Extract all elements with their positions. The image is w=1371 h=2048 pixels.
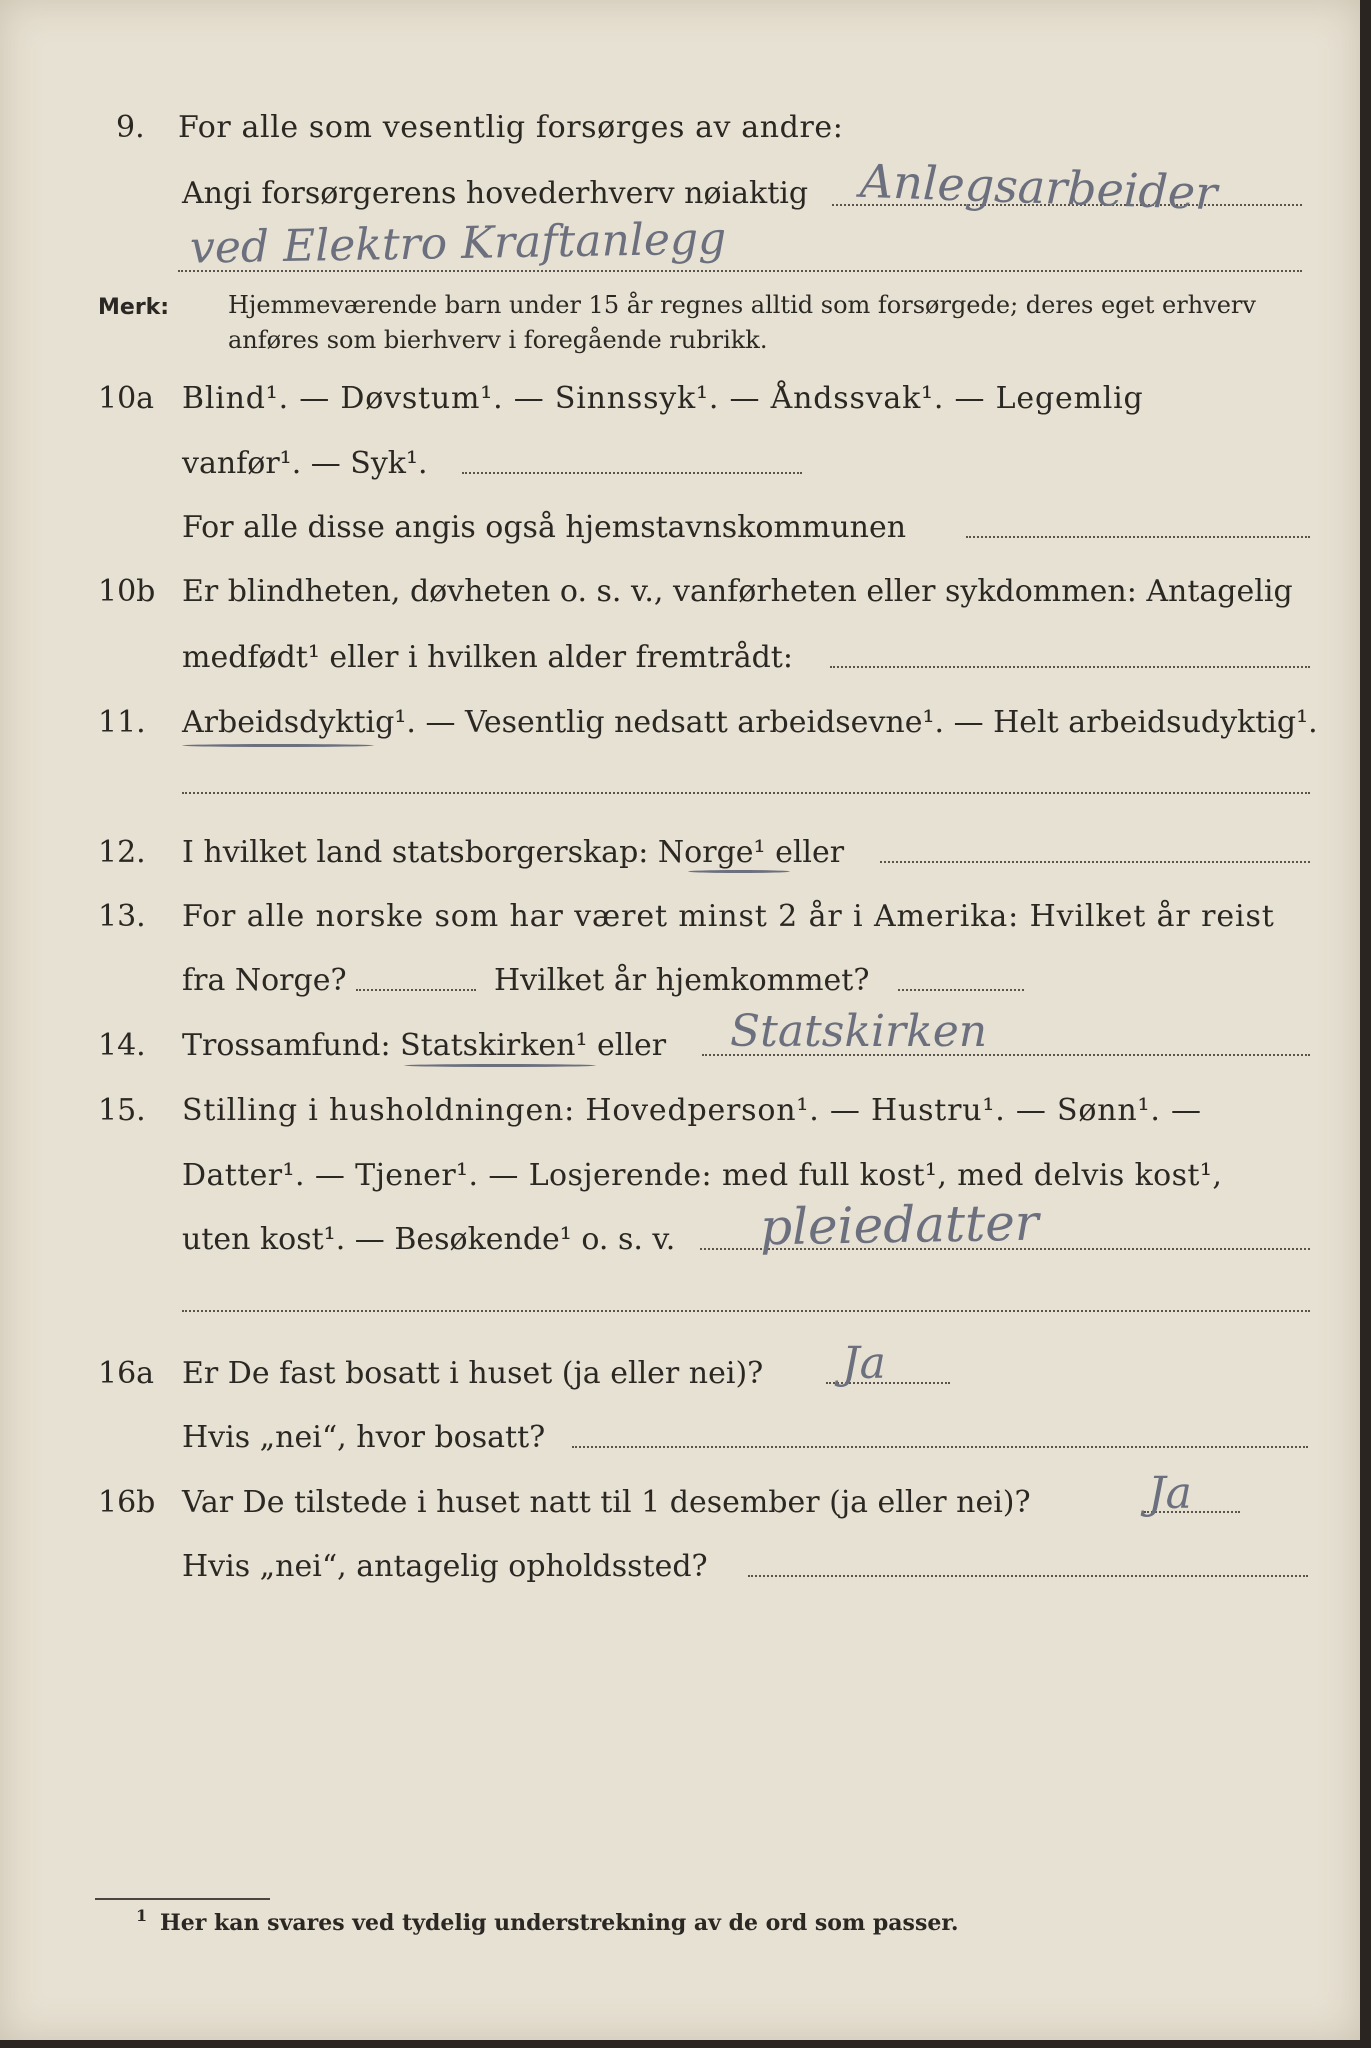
q11-line1: Arbeidsdyktig¹. — Vesentlig nedsatt arbeidsevne¹. — Helt arbeidsudyktig¹.: [182, 705, 1318, 740]
q10a-answer-line: [462, 472, 802, 474]
q9-question-line1: For alle som vesentlig forsørges av andre:: [178, 110, 844, 145]
q9-handwritten-answer-1: Anlegsarbeider: [859, 153, 1219, 221]
q12-line1: I hvilket land statsborgerskap: Norge¹ eller: [182, 835, 845, 870]
footnote-text: Her kan svares ved tydelig understrekning av de ord som passer.: [160, 1910, 959, 1936]
q15-answer-line-2: [182, 1310, 1310, 1312]
q16b-handwritten-answer: Ja: [1148, 1468, 1192, 1519]
q16b-line1: Var De tilstede i huset natt til 1 desember (ja eller nei)?: [182, 1485, 1031, 1520]
q12-pencil-underline: [688, 870, 790, 873]
q15-handwritten-answer: pleiedatter: [759, 1193, 1040, 1257]
q12-number: 12.: [98, 835, 146, 870]
q13-return-year-line: [898, 989, 1024, 991]
q16a-address-line: [572, 1446, 1308, 1448]
q15-number: 15.: [98, 1093, 146, 1128]
q13-departure-year-line: [356, 989, 476, 991]
q14-pencil-underline: [404, 1064, 596, 1067]
q14-line1: Trossamfund: Statskirken¹ eller: [182, 1028, 667, 1063]
q10a-line2: vanfør¹. — Syk¹.: [182, 446, 428, 481]
merk-label: Merk:: [98, 295, 170, 320]
q16b-line2: Hvis „nei“, antagelig opholdssted?: [182, 1549, 708, 1584]
q10a-line1: Blind¹. — Døvstum¹. — Sinnssyk¹. — Åndssvak¹. — Legemlig: [182, 381, 1144, 416]
q13-line2a: fra Norge?: [182, 963, 347, 998]
q11-answer-line: [182, 792, 1310, 794]
q9-number: 9.: [116, 110, 145, 145]
q16b-location-line: [748, 1575, 1308, 1577]
q11-pencil-underline: [182, 744, 374, 747]
q10a-line3: For alle disse angis også hjemstavnskommunen: [182, 510, 907, 545]
q9-question-line2: Angi forsørgerens hovederhverv nøiaktig: [182, 176, 809, 211]
q9-handwritten-answer-2: ved Elektro Kraftanlegg: [189, 213, 727, 274]
q14-handwritten-answer: Statskirken: [730, 1006, 988, 1057]
q10a-number: 10a: [98, 381, 155, 416]
footnote-rule: [95, 1898, 270, 1900]
q10b-line2: medfødt¹ eller i hvilken alder fremtrådt:: [182, 640, 793, 675]
q11-number: 11.: [98, 705, 146, 740]
q10a-municipality-line: [966, 536, 1310, 538]
q15-line3: uten kost¹. — Besøkende¹ o. s. v.: [182, 1222, 676, 1257]
q15-line2: Datter¹. — Tjener¹. — Losjerende: med full kost¹, med delvis kost¹,: [182, 1158, 1223, 1193]
merk-line1: Hjemmeværende barn under 15 år regnes alltid som forsørgede; deres eget erhverv: [228, 291, 1256, 319]
q16a-line2: Hvis „nei“, hvor bosatt?: [182, 1420, 546, 1455]
footnote-mark: 1: [136, 1906, 148, 1925]
q10b-answer-line: [830, 666, 1310, 668]
q16a-number: 16a: [98, 1356, 155, 1391]
q15-line1: Stilling i husholdningen: Hovedperson¹. — Hustru¹. — Sønn¹. —: [182, 1093, 1202, 1128]
merk-line2: anføres som bierhverv i foregående rubrikk.: [228, 326, 768, 354]
q16b-number: 16b: [98, 1485, 156, 1520]
q16a-handwritten-answer: Ja: [842, 1338, 886, 1389]
q10b-line1: Er blindheten, døvheten o. s. v., vanførheten eller sykdommen: Antagelig: [182, 574, 1293, 609]
q13-line1: For alle norske som har været minst 2 år i Amerika: Hvilket år reist: [182, 899, 1275, 934]
q12-answer-line: [880, 861, 1310, 863]
q16a-line1: Er De fast bosatt i huset (ja eller nei)?: [182, 1356, 764, 1391]
q13-line2b: Hvilket år hjemkommet?: [494, 963, 870, 998]
q10b-number: 10b: [98, 574, 156, 609]
q9-answer-line-2: [178, 270, 1302, 272]
q14-number: 14.: [98, 1028, 146, 1063]
q13-number: 13.: [98, 899, 146, 934]
